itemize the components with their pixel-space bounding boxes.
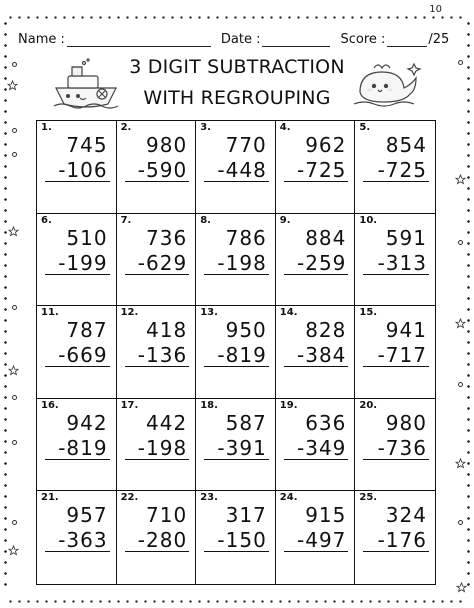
minuend: 418 bbox=[146, 318, 188, 343]
subtrahend: -391 bbox=[217, 435, 267, 460]
name-label: Name : bbox=[18, 32, 65, 47]
answer-line[interactable] bbox=[204, 274, 269, 275]
problem-number: 21. bbox=[41, 492, 59, 504]
minuend: 786 bbox=[225, 225, 267, 250]
problem-number: 18. bbox=[200, 399, 218, 411]
circle-dot-decoration bbox=[458, 382, 463, 387]
minuend: 915 bbox=[305, 503, 347, 528]
subtrahend: -590 bbox=[137, 158, 188, 182]
answer-line[interactable] bbox=[363, 181, 429, 182]
problem-number: 10. bbox=[359, 214, 378, 226]
subtrahend: -629 bbox=[137, 250, 188, 275]
minuend: 324 bbox=[385, 503, 427, 528]
subtrahend: -106 bbox=[58, 158, 108, 182]
problem-number: 23. bbox=[200, 492, 218, 504]
circle-dot-decoration bbox=[458, 60, 463, 65]
worksheet-title-line1: 3 DIGIT SUBTRACTION bbox=[129, 56, 345, 78]
problem-cell bbox=[276, 399, 356, 492]
score-label: Score : bbox=[340, 32, 386, 47]
problem-cell bbox=[37, 214, 117, 307]
problem-cell bbox=[276, 306, 356, 399]
minuend: 854 bbox=[385, 133, 427, 157]
minuend: 980 bbox=[146, 133, 188, 157]
minuend: 736 bbox=[146, 225, 188, 250]
problem-number: 24. bbox=[279, 492, 298, 504]
answer-line[interactable] bbox=[204, 551, 269, 552]
problem-number: 7. bbox=[120, 214, 132, 226]
problem-cell bbox=[196, 214, 276, 307]
subtrahend: -497 bbox=[297, 528, 347, 553]
problem-number: 16. bbox=[41, 399, 59, 411]
subtrahend: -349 bbox=[297, 435, 347, 460]
problem-number: 4. bbox=[279, 122, 291, 133]
subtrahend: -717 bbox=[377, 343, 427, 368]
problem-number: 5. bbox=[359, 122, 371, 133]
minuend: 317 bbox=[225, 503, 267, 528]
problem-cell bbox=[37, 491, 117, 584]
circle-dot-decoration bbox=[12, 395, 17, 400]
answer-line[interactable] bbox=[45, 274, 110, 275]
answer-line[interactable] bbox=[284, 181, 349, 182]
answer-line[interactable] bbox=[363, 366, 429, 367]
answer-line[interactable] bbox=[125, 181, 190, 182]
star-icon bbox=[8, 226, 19, 237]
problem-number: 3. bbox=[200, 122, 211, 133]
subtrahend: -150 bbox=[217, 528, 267, 553]
subtrahend: -725 bbox=[377, 158, 427, 182]
subtrahend: -198 bbox=[137, 435, 188, 460]
date-label: Date : bbox=[220, 32, 261, 47]
minuend: 828 bbox=[305, 318, 347, 343]
minuend: 942 bbox=[66, 410, 108, 435]
score-total: /25 bbox=[428, 32, 450, 47]
date-field[interactable] bbox=[262, 32, 330, 47]
minuend: 710 bbox=[146, 503, 188, 528]
subtrahend: -669 bbox=[58, 343, 108, 368]
subtrahend: -736 bbox=[377, 435, 427, 460]
circle-dot-decoration bbox=[12, 128, 17, 133]
subtrahend: -136 bbox=[137, 343, 188, 368]
problem-cell bbox=[117, 306, 197, 399]
problem-number: 11. bbox=[41, 307, 59, 319]
circle-dot-decoration bbox=[12, 305, 17, 310]
problem-number: 1. bbox=[41, 122, 52, 133]
answer-line[interactable] bbox=[125, 274, 190, 275]
subtrahend: -313 bbox=[377, 250, 427, 275]
problem-number: 2. bbox=[120, 122, 132, 133]
subtrahend: -384 bbox=[297, 343, 347, 368]
problem-cell bbox=[196, 306, 276, 399]
problem-number: 12. bbox=[120, 307, 139, 319]
problem-cell bbox=[196, 491, 276, 584]
circle-dot-decoration bbox=[12, 62, 17, 67]
answer-line[interactable] bbox=[363, 274, 429, 275]
answer-line[interactable] bbox=[284, 366, 349, 367]
answer-line[interactable] bbox=[45, 366, 110, 367]
circle-dot-decoration bbox=[458, 240, 463, 245]
problem-cell bbox=[276, 214, 356, 307]
subtrahend: -448 bbox=[217, 158, 267, 182]
problem-number: 19. bbox=[279, 399, 298, 411]
minuend: 591 bbox=[385, 225, 427, 250]
problem-cell bbox=[196, 399, 276, 492]
subtrahend: -259 bbox=[297, 250, 347, 275]
problem-cell bbox=[355, 491, 435, 584]
dotted-border-top bbox=[6, 16, 468, 19]
answer-line[interactable] bbox=[204, 459, 269, 460]
name-field[interactable] bbox=[67, 32, 211, 47]
subtrahend: -819 bbox=[217, 343, 267, 368]
problem-number: 17. bbox=[120, 399, 139, 411]
problem-number: 22. bbox=[120, 492, 139, 504]
answer-line[interactable] bbox=[45, 551, 110, 552]
star-icon bbox=[8, 545, 19, 556]
problem-number: 13. bbox=[200, 307, 218, 319]
problem-cell bbox=[355, 306, 435, 399]
answer-line[interactable] bbox=[204, 366, 269, 367]
problem-number: 9. bbox=[279, 214, 291, 226]
minuend: 980 bbox=[385, 410, 427, 435]
subtrahend: -819 bbox=[58, 435, 108, 460]
problem-cell bbox=[117, 399, 197, 492]
answer-line[interactable] bbox=[284, 274, 349, 275]
problem-cell bbox=[37, 306, 117, 399]
problem-number: 8. bbox=[200, 214, 211, 226]
minuend: 787 bbox=[66, 318, 108, 343]
minuend: 636 bbox=[305, 410, 347, 435]
minuend: 957 bbox=[66, 503, 108, 528]
answer-line[interactable] bbox=[45, 459, 110, 460]
subtrahend: -725 bbox=[297, 158, 347, 182]
problem-cell bbox=[276, 491, 356, 584]
minuend: 510 bbox=[66, 225, 108, 250]
circle-dot-decoration bbox=[12, 152, 17, 157]
score-field[interactable] bbox=[387, 32, 427, 47]
problem-cell bbox=[276, 121, 356, 214]
star-icon bbox=[455, 458, 466, 469]
answer-line[interactable] bbox=[204, 181, 269, 182]
minuend: 745 bbox=[66, 133, 108, 157]
star-icon bbox=[8, 365, 19, 376]
problem-cell bbox=[117, 121, 197, 214]
problem-cell bbox=[355, 399, 435, 492]
subtrahend: -176 bbox=[377, 528, 427, 553]
minuend: 941 bbox=[385, 318, 427, 343]
minuend: 962 bbox=[305, 133, 347, 157]
circle-dot-decoration bbox=[12, 440, 17, 445]
circle-dot-decoration bbox=[12, 520, 17, 525]
star-icon bbox=[455, 318, 466, 329]
subtrahend: -199 bbox=[58, 250, 108, 275]
problem-number: 14. bbox=[279, 307, 298, 319]
page-number: 10 bbox=[429, 4, 442, 15]
problem-cell bbox=[355, 214, 435, 307]
problem-number: 20. bbox=[359, 399, 378, 411]
star-icon bbox=[455, 174, 466, 185]
problem-cell bbox=[117, 491, 197, 584]
minuend: 587 bbox=[225, 410, 267, 435]
problem-cell bbox=[355, 121, 435, 214]
dotted-border-bottom bbox=[6, 600, 468, 603]
answer-line[interactable] bbox=[45, 181, 110, 182]
answer-line[interactable] bbox=[363, 459, 429, 460]
star-icon bbox=[456, 582, 467, 593]
subtrahend: -280 bbox=[137, 528, 188, 553]
subtrahend: -198 bbox=[217, 250, 267, 275]
answer-line[interactable] bbox=[125, 459, 190, 460]
problem-cell bbox=[117, 214, 197, 307]
minuend: 770 bbox=[225, 133, 267, 157]
answer-line[interactable] bbox=[363, 551, 429, 552]
answer-line[interactable] bbox=[125, 551, 190, 552]
answer-line[interactable] bbox=[284, 459, 349, 460]
problem-grid bbox=[36, 120, 436, 585]
minuend: 884 bbox=[305, 225, 347, 250]
problem-number: 6. bbox=[41, 214, 52, 226]
answer-line[interactable] bbox=[125, 366, 190, 367]
problem-number: 25. bbox=[359, 492, 378, 504]
minuend: 950 bbox=[225, 318, 267, 343]
header-fields bbox=[18, 27, 456, 47]
subtrahend: -363 bbox=[58, 528, 108, 553]
star-icon bbox=[7, 80, 18, 91]
circle-dot-decoration bbox=[458, 520, 463, 525]
answer-line[interactable] bbox=[284, 551, 349, 552]
worksheet-title-line2: WITH REGROUPING bbox=[143, 87, 331, 109]
minuend: 442 bbox=[146, 410, 188, 435]
problem-cell bbox=[37, 399, 117, 492]
problem-cell bbox=[37, 121, 117, 214]
problem-cell bbox=[196, 121, 276, 214]
problem-number: 15. bbox=[359, 307, 378, 319]
